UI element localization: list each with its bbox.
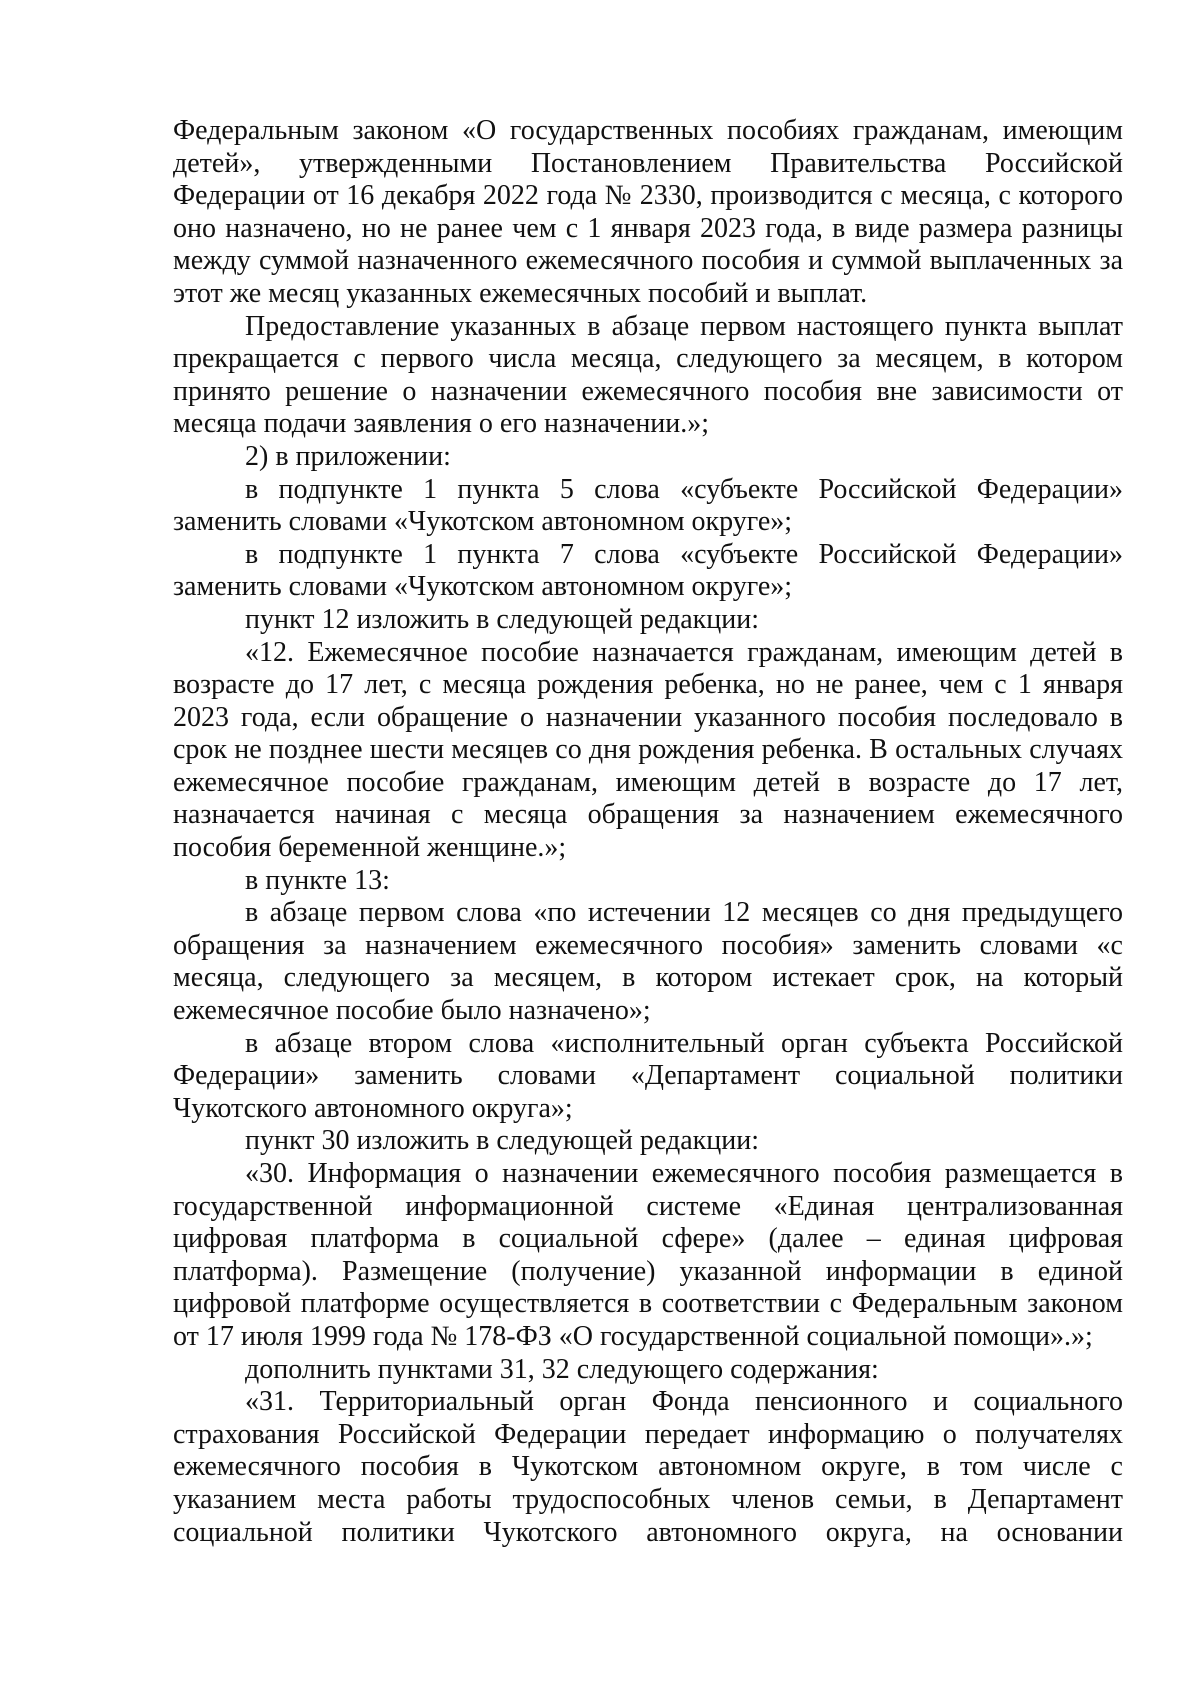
paragraph-point-31-text: «31. Территориальный орган Фонда пенсионного и социального страхования Российской Федерации передает информацию о получателях ежемесячного пособия в Чукотском автономном округе, в том числе с указанием места работы трудоспособных членов семьи, в Департамент социальной политики Чукотского автономного округа, на основании xyxy=(173,1386,1123,1548)
paragraph-point-30-text: «30. Информация о назначении ежемесячного пособия размещается в государственной информационной системе «Единая централизованная цифровая платформа в социальной сфере» (далее – единая цифровая платформа). Размещение (получение) указанной информации в единой цифровой платформе осуществляется в соответствии с Федеральным законом от 17 июля 1999 года № 178-ФЗ «О государственной социальной помощи».»; xyxy=(173,1158,1123,1352)
paragraph-point-5-amendment: в подпункте 1 пункта 5 слова «субъекте Российской Федерации» заменить словами «Чукотском автономном округе»; xyxy=(173,473,1123,538)
paragraph-appendix-heading: 2) в приложении: xyxy=(245,440,451,472)
document-body xyxy=(173,115,1123,1549)
paragraph-point-12-intro: пункт 12 изложить в следующей редакции: xyxy=(245,603,759,635)
paragraph-point-13-second: в абзаце втором слова «исполнительный орган субъекта Российской Федерации» заменить словами «Департамент социальной политики Чукотского автономного округа»; xyxy=(173,1027,1123,1124)
paragraph-point-13-first: в абзаце первом слова «по истечении 12 месяцев со дня предыдущего обращения за назначением ежемесячного пособия» заменить словами «с месяца, следующего за месяцем, в котором истекает срок, на который ежемесячное пособие было назначено»; xyxy=(173,897,1123,1027)
paragraph-point-7-amendment: в подпункте 1 пункта 7 слова «субъекте Российской Федерации» заменить словами «Чукотском автономном округе»; xyxy=(173,538,1123,603)
paragraph-point-12-text: «12. Ежемесячное пособие назначается гражданам, имеющим детей в возрасте до 17 лет, с месяца рождения ребенка, но не ранее, чем с 1 января 2023 года, если обращение о назначении указанного пособия последовало в срок не позднее шести месяцев со дня рождения ребенка. В остальных случаях ежемесячное пособие гражданам, имеющим детей в возрасте до 17 лет, назначается начиная с месяца обращения за назначением ежемесячного пособия беременной женщине.»; xyxy=(173,636,1123,864)
paragraph-point-30-intro: пункт 30 изложить в следующей редакции: xyxy=(245,1125,759,1157)
paragraph-points-31-32-intro: дополнить пунктами 31, 32 следующего содержания: xyxy=(245,1353,879,1385)
paragraph-point-13-intro: в пункте 13: xyxy=(245,864,390,896)
paragraph-payment-termination: Предоставление указанных в абзаце первом настоящего пункта выплат прекращается с первого числа месяца, следующего за месяцем, в котором принято решение о назначении ежемесячного пособия вне зависимости от месяца подачи заявления о его назначении.»; xyxy=(173,310,1123,440)
paragraph-continuation: Федеральным законом «О государственных пособиях гражданам, имеющим детей», утвержденными Постановлением Правительства Российской Федерации от 16 декабря 2022 года № 2330, производится с месяца, с которого оно назначено, но не ранее чем с 1 января 2023 года, в виде размера разницы между суммой назначенного ежемесячного пособия и суммой выплаченных за этот же месяц указанных ежемесячных пособий и выплат. xyxy=(173,115,1123,309)
